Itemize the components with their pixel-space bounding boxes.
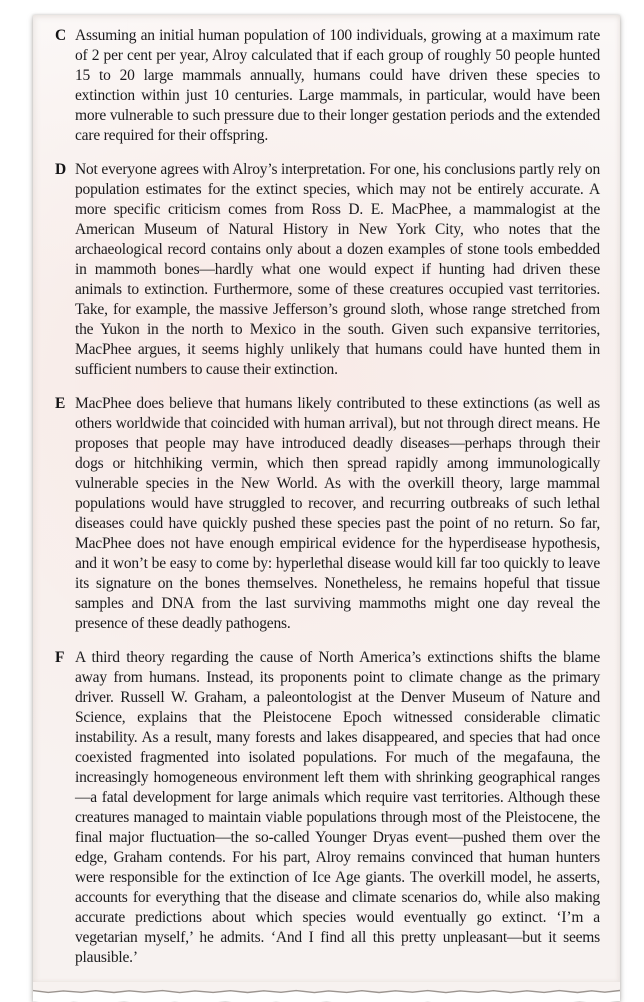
paragraph-text-c: Assuming an initial human population of 100 individuals, growing at a maximum rate of 2 per cent per year, Alroy calculated that if each group of roughly 50 people hunted 15 to 20 large mammals annually, humans could have driven these species to extinction within just 10 centuries. Large mammals, in particular, would have been more vulnerable to such pressure due to their longer gestation periods and the extended care required for their offspring.: [75, 27, 600, 144]
paragraph-label-c: C: [55, 27, 66, 44]
scanned-page: [33, 15, 620, 1002]
paragraph-e: [55, 394, 600, 634]
paragraph-label-e: E: [55, 395, 66, 412]
paragraph-text-e: MacPhee does believe that humans likely contributed to these extinctions (as well as others worldwide that coincided with human arrival), but not through direct means. He proposes that people may have introduced deadly diseases—perhaps through their dogs or hitchhiking vermin, which then spread rapidly among immunologically vulnerable species in the New World. As with the overkill theory, large mammal populations would have struggled to recover, and recurring outbreaks of such lethal diseases could have quickly pushed these species past the point of no return. So far, MacPhee does not have enough empirical evidence for the hyperdisease hypothesis, and it won’t be easy to come by: hyperlethal disease would kill far too quickly to leave its signature on the bones themselves. Nonetheless, he remains hopeful that tissue samples and DNA from the last surviving mammoths might one day reveal the presence of these deadly pathogens.: [75, 395, 600, 632]
paragraph-text-d: Not everyone agrees with Alroy’s interpretation. For one, his conclusions partly rely on population estimates for the extinct species, which may not be entirely accurate. A more specific criticism comes from Ross D. E. MacPhee, a mammalogist at the American Museum of Natural History in New York City, who notes that the archaeological record contains only about a dozen examples of stone tools embedded in mammoth bones—hardly what one would expect if hunting had driven these animals to extinction. Furthermore, some of these creatures occupied vast territories. Take, for example, the massive Jefferson’s ground sloth, whose range stretched from the Yukon in the north to Mexico in the south. Given such expansive territories, MacPhee argues, it seems highly unlikely that humans could have hunted them in sufficient numbers to cause their extinction.: [75, 161, 600, 378]
torn-edge-graphic: [33, 982, 620, 1002]
paragraph-c: [55, 26, 600, 146]
paragraph-text-f: A third theory regarding the cause of North America’s extinctions shifts the blame away from humans. Instead, its proponents point to climate change as the primary driver. Russell W. Graham, a paleontologist at the Denver Museum of Nature and Science, explains that the Pleistocene Epoch witnessed considerable climatic instability. As a result, many forests and lakes disappeared, and species that had once coexisted fragmented into isolated populations. For much of the megafauna, the increasingly homogeneous environment left them with shrinking geographical ranges—a fatal development for large animals which require vast territories. Although these creatures managed to maintain viable populations through most of the Pleistocene, the final major fluctuation—the so-called Younger Dryas event—pushed them over the edge, Graham contends. For his part, Alroy remains convinced that human hunters were responsible for the extinction of Ice Age giants. The overkill model, he asserts, accounts for everything that the disease and climate scenarios do, while also making accurate predictions about which species would eventually go extinct. ‘I’m a vegetarian myself,’ he admits. ‘And I find all this pretty unpleasant—but it seems plausible.’: [75, 649, 600, 966]
paragraph-label-f: F: [55, 649, 65, 666]
paragraph-label-d: D: [55, 161, 66, 178]
page-content: [33, 15, 620, 982]
paragraph-d: [55, 160, 600, 380]
paragraph-f: [55, 648, 600, 968]
